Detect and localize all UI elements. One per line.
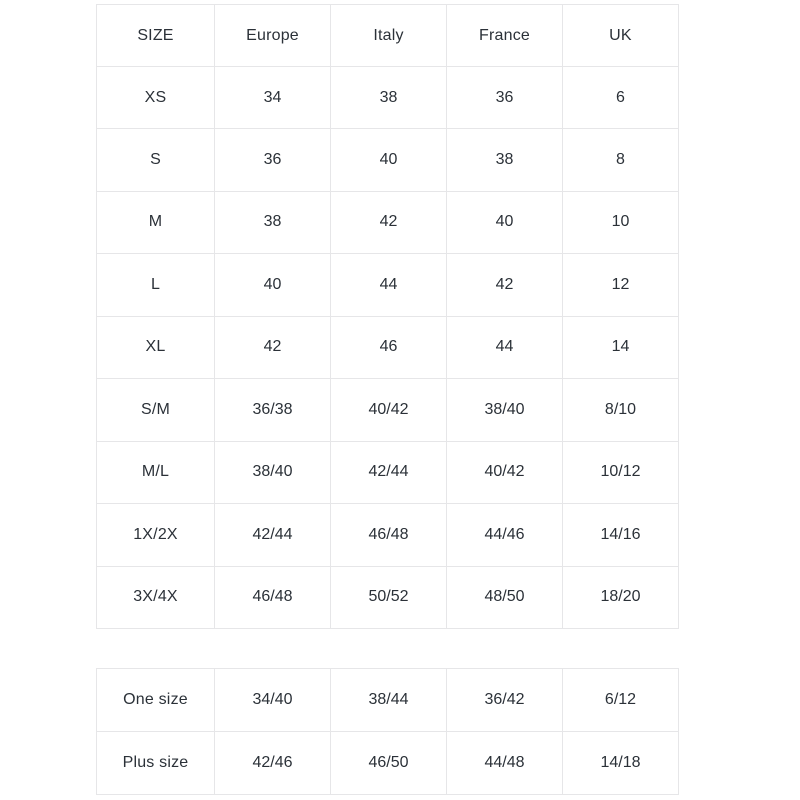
cell-italy: 40/42: [331, 379, 447, 442]
table-row: [97, 316, 679, 379]
cell-europe: 42: [215, 316, 331, 379]
row-label: S: [97, 129, 215, 192]
cell-europe: 42/46: [215, 732, 331, 795]
cell-france: 44: [447, 316, 563, 379]
cell-italy: 40: [331, 129, 447, 192]
cell-uk: 10: [563, 191, 679, 254]
row-label: XS: [97, 67, 215, 129]
cell-italy: 38: [331, 67, 447, 129]
cell-italy: 38/44: [331, 669, 447, 732]
size-conversion-table: [96, 4, 679, 629]
cell-uk: 8: [563, 129, 679, 192]
table-row: [97, 67, 679, 129]
table-row: [97, 504, 679, 567]
cell-europe: 38: [215, 191, 331, 254]
one-size-table: [96, 668, 679, 795]
cell-uk: 6: [563, 67, 679, 129]
cell-italy: 50/52: [331, 566, 447, 629]
table-header: [97, 5, 679, 67]
cell-europe: 36/38: [215, 379, 331, 442]
table-row: [97, 669, 679, 732]
cell-europe: 34/40: [215, 669, 331, 732]
cell-france: 42: [447, 254, 563, 317]
cell-uk: 6/12: [563, 669, 679, 732]
table-row: [97, 732, 679, 795]
row-label: 3X/4X: [97, 566, 215, 629]
cell-italy: 44: [331, 254, 447, 317]
row-label: L: [97, 254, 215, 317]
cell-europe: 36: [215, 129, 331, 192]
column-header-size: SIZE: [97, 5, 215, 67]
size-conversion-table-container: [96, 4, 678, 629]
cell-uk: 12: [563, 254, 679, 317]
row-label: M/L: [97, 441, 215, 504]
cell-uk: 8/10: [563, 379, 679, 442]
cell-europe: 42/44: [215, 504, 331, 567]
row-label: Plus size: [97, 732, 215, 795]
column-header-europe: Europe: [215, 5, 331, 67]
cell-italy: 42/44: [331, 441, 447, 504]
column-header-uk: UK: [563, 5, 679, 67]
table-body: [97, 67, 679, 629]
cell-europe: 40: [215, 254, 331, 317]
cell-europe: 46/48: [215, 566, 331, 629]
cell-uk: 10/12: [563, 441, 679, 504]
cell-france: 44/46: [447, 504, 563, 567]
table-row: [97, 566, 679, 629]
cell-france: 38/40: [447, 379, 563, 442]
cell-italy: 46: [331, 316, 447, 379]
row-label: S/M: [97, 379, 215, 442]
table-row: [97, 441, 679, 504]
row-label: One size: [97, 669, 215, 732]
cell-uk: 14: [563, 316, 679, 379]
table-row: [97, 254, 679, 317]
column-header-italy: Italy: [331, 5, 447, 67]
cell-uk: 14/16: [563, 504, 679, 567]
one-size-table-container: [96, 668, 678, 795]
cell-uk: 18/20: [563, 566, 679, 629]
cell-france: 40: [447, 191, 563, 254]
cell-europe: 34: [215, 67, 331, 129]
row-label: M: [97, 191, 215, 254]
column-header-france: France: [447, 5, 563, 67]
cell-france: 36/42: [447, 669, 563, 732]
cell-uk: 14/18: [563, 732, 679, 795]
table-row: [97, 191, 679, 254]
cell-italy: 42: [331, 191, 447, 254]
cell-france: 36: [447, 67, 563, 129]
cell-france: 48/50: [447, 566, 563, 629]
table-row: [97, 129, 679, 192]
table-row: [97, 379, 679, 442]
cell-france: 44/48: [447, 732, 563, 795]
cell-italy: 46/50: [331, 732, 447, 795]
cell-europe: 38/40: [215, 441, 331, 504]
cell-italy: 46/48: [331, 504, 447, 567]
row-label: XL: [97, 316, 215, 379]
row-label: 1X/2X: [97, 504, 215, 567]
cell-france: 40/42: [447, 441, 563, 504]
table-body: [97, 669, 679, 795]
cell-france: 38: [447, 129, 563, 192]
table-header-row: [97, 5, 679, 67]
